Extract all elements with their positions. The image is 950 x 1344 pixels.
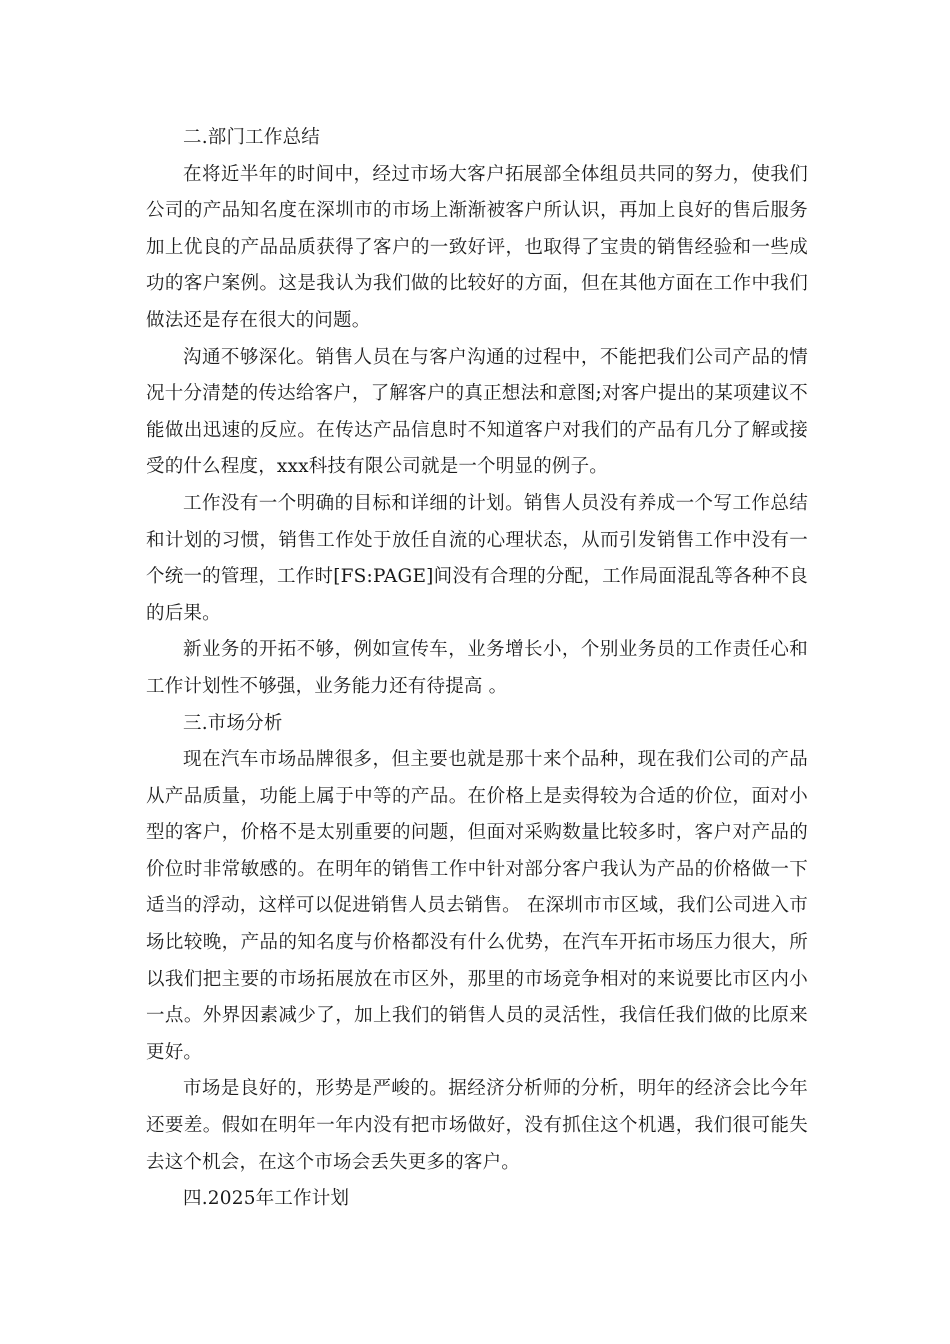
section-heading-3: 三.市场分析 [183, 712, 283, 734]
paragraph-new-business: 新业务的开拓不够，例如宣传车，业务增长小，个别业务员的工作责任心和工作计划性不够强，业务能力还有待提高 。 [146, 639, 808, 697]
paragraph-communication: 沟通不够深化。销售人员在与客户沟通的过程中，不能把我们公司产品的情况十分清楚的传达给客户，了解客户的真正想法和意图;对客户提出的某项建议不能做出迅速的反应。在传达产品信息时不知道客户对我们的产品有几分了解或接受的什么程度，xxx科技有限公司就是一个明显的例子。 [146, 346, 808, 478]
section-heading-2: 二.部门工作总结 [183, 127, 320, 148]
paragraph-market-outlook: 市场是良好的，形势是严峻的。据经济分析师的分析，明年的经济会比今年还要差。假如在明年一年内没有把市场做好，没有抓住这个机遇，我们很可能失去这个机会，在这个市场会丢失更多的客户。 [146, 1078, 808, 1173]
section-heading-4: 四.2025年工作计划 [183, 1188, 350, 1210]
paragraph-planning: 工作没有一个明确的目标和详细的计划。销售人员没有养成一个写工作总结和计划的习惯，销售工作处于放任自流的心理状态，从而引发销售工作中没有一个统一的管理，工作时[FS:PAGE]间没有合理的分配，工作局面混乱等各种不良的后果。 [146, 492, 808, 624]
document-page [146, 120, 808, 1218]
paragraph-market-brands: 现在汽车市场品牌很多，但主要也就是那十来个品种，现在我们公司的产品从产品质量，功能上属于中等的产品。在价格上是卖得较为合适的价位，面对小型的客户，价格不是太别重要的问题，但面对采购数量比较多时，客户对产品的价位时非常敏感的。在明年的销售工作中针对部分客户我认为产品的价格做一下适当的浮动，这样可以促进销售人员去销售。 在深圳市市区域，我们公司进入市场比较晚，产品的知名度与价格都没有什么优势，在汽车开拓市场压力很大，所以我们把主要的市场拓展放在市区外，那里的市场竞争相对的来说要比市区内小一点。外界因素减少了，加上我们的销售人员的灵活性，我信任我们做的比原来更好。 [146, 749, 808, 1063]
paragraph-summary: 在将近半年的时间中，经过市场大客户拓展部全体组员共同的努力，使我们公司的产品知名度在深圳市的市场上渐渐被客户所认识，再加上良好的售后服务加上优良的产品品质获得了客户的一致好评，也取得了宝贵的销售经验和一些成功的客户案例。这是我认为我们做的比较好的方面，但在其他方面在工作中我们做法还是存在很大的问题。 [146, 163, 808, 331]
